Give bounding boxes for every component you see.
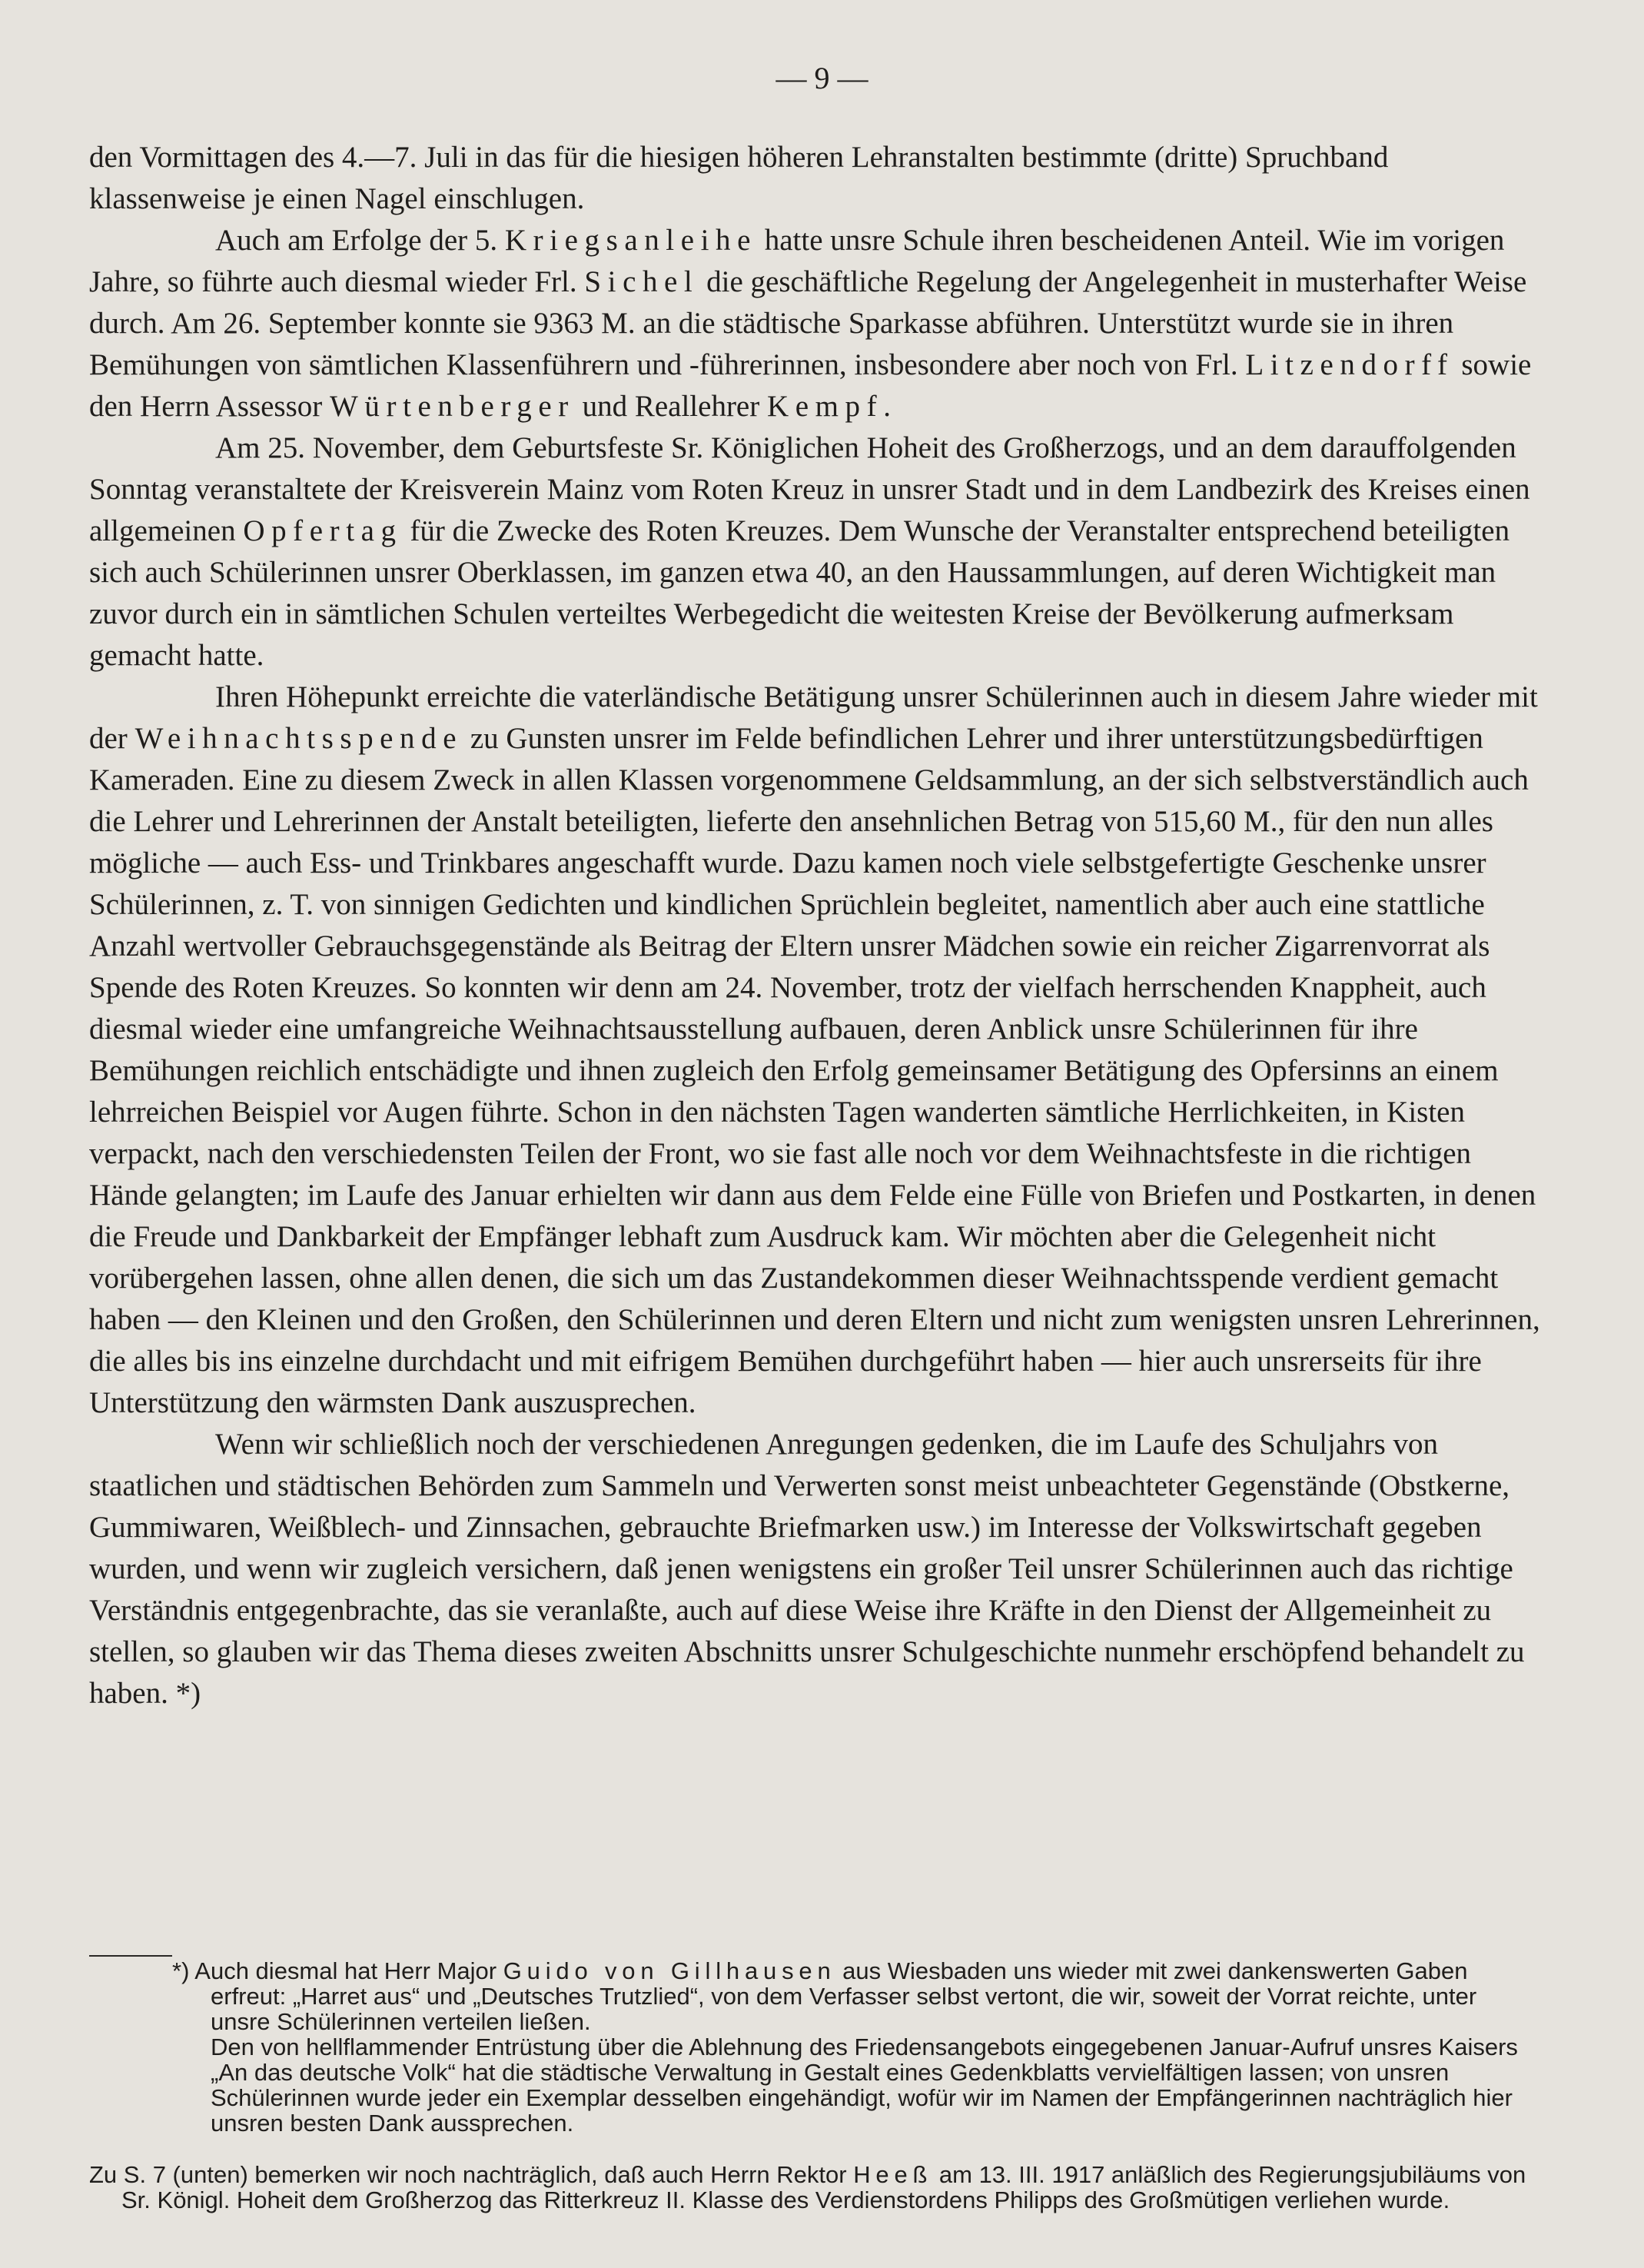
text-run: sowie den Herrn Assessor	[89, 348, 1532, 423]
text-run: Zu S. 7 (unten) bemerken wir noch nachträglich, daß auch Herrn Rektor	[89, 2161, 854, 2188]
paragraph	[89, 1424, 1542, 1714]
footnote	[89, 1958, 1542, 2136]
page-number: — 9 —	[776, 61, 868, 95]
text-run: .	[883, 390, 891, 423]
text-run: hatte unsre Schule ihren bescheidenen Anteil. Wie im vorigen Jahre, so führte auch diesmal wieder Frl.	[89, 224, 1505, 298]
text-run: Auch am Erfolge der 5.	[215, 224, 505, 257]
text-run: die geschäftliche Regelung der Angelegenheit in musterhafter Weise durch. Am 26. September konnte sie 9363 M. an die städtische Sparkasse abführen. Unterstützt wurde sie in ihren Bemühungen von sämtlichen Klassenführern und -führerinnen, insbesondere aber noch von Frl.	[89, 265, 1527, 381]
spaced-name: Heeß	[853, 2161, 933, 2188]
addendum-paragraph	[89, 2162, 1542, 2213]
footnote-rule	[89, 1955, 172, 1957]
text-run: Den von hellflammender Entrüstung über die Ablehnung des Friedensangebots eingegebenen Januar-Aufruf unsres Kaisers „An das deutsche Volk“ hat die städtische Verwaltung in Gestalt eines Gedenkblatts vervielfältigen lassen; von unsren Schülerinnen wurde jeder ein Exemplar desselben eingehändigt, wofür wir im Namen der Empfängerinnen nachträglich hier unsren besten Dank aussprechen.	[211, 2034, 1518, 2137]
spaced-name: Weihnachtsspende	[135, 722, 463, 755]
text-run: Wenn wir schließlich noch der verschiedenen Anregungen gedenken, die im Laufe des Schuljahrs von staatlichen und städtischen Behörden zum Sammeln und Verwerten sonst meist unbeachteter Gegenstände (Obstkerne, Gummiwaren, Weißblech- und Zinnsachen, gebrauchte Briefmarken usw.) im Interesse der Volkswirtschaft gegeben wurden, und wenn wir zugleich versichern, daß jenen wenigstens ein großer Teil unsrer Schülerinnen auch das richtige Verständnis entgegenbrachte, das sie veranlaßte, auch auf diese Weise ihre Kräfte in den Dienst der Allgemeinheit zu stellen, so glauben wir das Thema dieses zweiten Abschnitts unsrer Schulgeschichte nunmehr erschöpfend behandelt zu haben. *)	[89, 1428, 1525, 1710]
paragraph	[89, 677, 1542, 1424]
spaced-name: Würtenberger	[330, 390, 575, 423]
spaced-name: Kriegsanleihe	[504, 224, 757, 257]
spaced-name: Kempf	[766, 390, 884, 423]
text-run: den Vormittagen des 4.—7. Juli in das für die hiesigen höheren Lehranstalten bestimmte (dritte) Spruchband klassenweise je einen Nagel einschlugen.	[89, 141, 1389, 215]
footnote-paragraph	[89, 2034, 1542, 2136]
text-run: aus Wiesbaden uns wieder mit zwei dankenswerten Gaben erfreut: „Harret aus“ und „Deutsches Trutzlied“, von dem Verfasser selbst vertont, die wir, soweit der Vorrat reichte, unter unsre Schülerinnen verteilen ließen.	[211, 1957, 1477, 2035]
spaced-name: Opfertag	[243, 514, 403, 547]
text-run: und Reallehrer	[574, 390, 767, 423]
spaced-name: Litzendorff	[1245, 348, 1454, 381]
text-run: Ihren Höhepunkt erreichte die vaterländische Betätigung unsrer Schülerinnen auch in diesem Jahre wieder mit der	[89, 680, 1538, 755]
main-text	[89, 137, 1542, 1714]
text-run: für die Zwecke des Roten Kreuzes. Dem Wunsche der Veranstalter entsprechend beteiligten sich auch Schülerinnen unsrer Oberklassen, im ganzen etwa 40, an den Haussammlungen, auf deren Wichtigkeit man zuvor durch ein in sämtlichen Schulen verteiltes Werbegedicht die weitesten Kreise der Bevölkerung aufmerksam gemacht hatte.	[89, 514, 1510, 672]
spaced-name: Sichel	[584, 265, 699, 298]
text-run: am 13. III. 1917 anläßlich des Regierungsjubiläums von Sr. Königl. Hoheit dem Großherzog das Ritterkreuz II. Klasse des Verdienstordens Philipps des Großmütigen verliehen wurde.	[121, 2161, 1526, 2213]
addendum-note	[89, 2162, 1542, 2213]
text-run: *) Auch diesmal hat Herr Major	[172, 1957, 503, 1984]
spaced-name: Guido von Gillhausen	[503, 1957, 836, 1984]
footnote-paragraph	[89, 1958, 1542, 2034]
text-run: zu Gunsten unsrer im Felde befindlichen Lehrer und ihrer unterstützungsbedürftigen Kameraden. Eine zu diesem Zweck in allen Klassen vorgenommene Geldsammlung, an der sich selbstverständlich auch die Lehrer und Lehrerinnen der Anstalt beteiligten, lieferte den ansehnlichen Betrag von 515,60 M., für den nun alles mögliche — auch Ess- und Trinkbares angeschafft wurde. Dazu kamen noch viele selbstgefertigte Geschenke unsrer Schülerinnen, z. T. von sinnigen Gedichten und kindlichen Sprüchlein begleitet, namentlich aber auch eine stattliche Anzahl wertvoller Gebrauchsgegenstände als Beitrag der Eltern unsrer Mädchen sowie ein reicher Zigarrenvorrat als Spende des Roten Kreuzes. So konnten wir denn am 24. November, trotz der vielfach herrschenden Knappheit, auch diesmal wieder eine umfangreiche Weihnachtsausstellung aufbauen, deren Anblick unsre Schülerinnen für ihre Bemühungen reichlich entschädigte und ihnen zugleich den Erfolg gemeinsamer Betätigung des Opfersinns an einem lehrreichen Beispiel vor Augen führte. Schon in den nächsten Tagen wanderten sämtliche Herrlichkeiten, in Kisten verpackt, nach den verschiedensten Teilen der Front, wo sie fast alle noch vor dem Weihnachtsfeste in die richtigen Hände gelangten; im Laufe des Januar erhielten wir dann aus dem Felde eine Fülle von Briefen und Postkarten, in denen die Freude und Dankbarkeit der Empfänger lebhaft zum Ausdruck kam. Wir möchten aber die Gelegenheit nicht vorübergehen lassen, ohne allen denen, die sich um das Zustandekommen dieser Weihnachtsspende verdient gemacht haben — den Kleinen und den Großen, den Schülerinnen und deren Eltern und nicht zum wenigsten unsren Lehrerinnen, die alles bis ins einzelne durchdacht und mit eifrigem Bemühen durchgeführt haben — hier auch unsrerseits für ihre Unterstützung den wärmsten Dank auszusprechen.	[89, 722, 1540, 1419]
paragraph	[89, 137, 1542, 220]
paragraph	[89, 220, 1542, 427]
text-run: Am 25. November, dem Geburtsfeste Sr. Königlichen Hoheit des Großherzogs, und an dem darauffolgenden Sonntag veranstaltete der Kreisverein Mainz vom Roten Kreuz in unsrer Stadt und in dem Landbezirk des Kreises einen allgemeinen	[89, 431, 1530, 547]
paragraph	[89, 427, 1542, 677]
